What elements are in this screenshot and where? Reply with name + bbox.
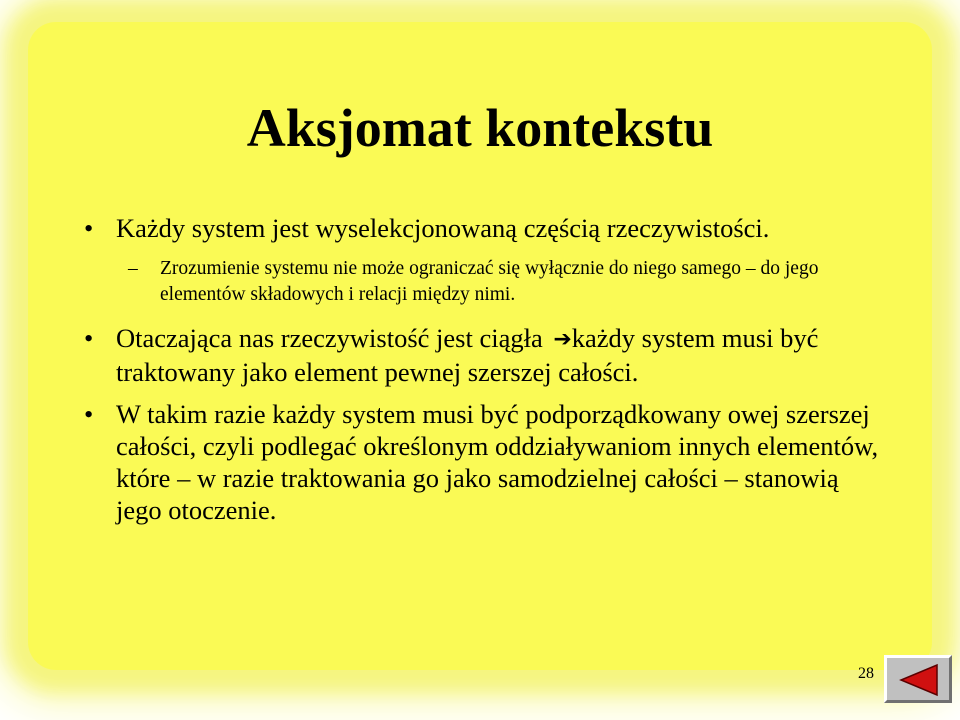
dash-marker: –	[128, 258, 138, 279]
bullet-marker: •	[84, 399, 94, 429]
slide-title: Aksjomat kontekstu	[246, 98, 714, 158]
bullet-item-3	[84, 398, 884, 526]
bullet-text: W takim razie każdy system musi być podporządkowany owej szerszej całości, czyli podlegać określonym oddziaływaniom innych elementów, które – w razie traktowania go jako samodzielnej całości – stanowią jego otoczenie.	[116, 399, 879, 525]
page-number: 28	[858, 665, 874, 682]
sub-bullet-item-1	[116, 256, 884, 308]
bullet-text-after-arrow: każdy system musi być traktowany jako element pewnej szerszej całości.	[116, 323, 819, 387]
bullet-text-before-arrow: Otaczająca nas rzeczywistość jest ciągła	[116, 323, 550, 353]
bullet-text: Każdy system jest wyselekcjonowaną częścią rzeczywistości.	[116, 213, 770, 243]
bullet-item-2	[84, 322, 884, 388]
back-triangle-icon	[899, 663, 939, 697]
bullet-marker: •	[84, 213, 94, 243]
slide-content	[84, 212, 884, 526]
bullet-item-1	[84, 212, 884, 244]
sub-bullet-text: Zrozumienie systemu nie może ograniczać się wyłącznie do niego samego – do jego elementów składowych i relacji między nimi.	[160, 258, 819, 305]
back-button[interactable]	[884, 655, 952, 703]
right-arrow-icon: ➔	[553, 327, 572, 352]
bullet-marker: •	[84, 323, 94, 353]
